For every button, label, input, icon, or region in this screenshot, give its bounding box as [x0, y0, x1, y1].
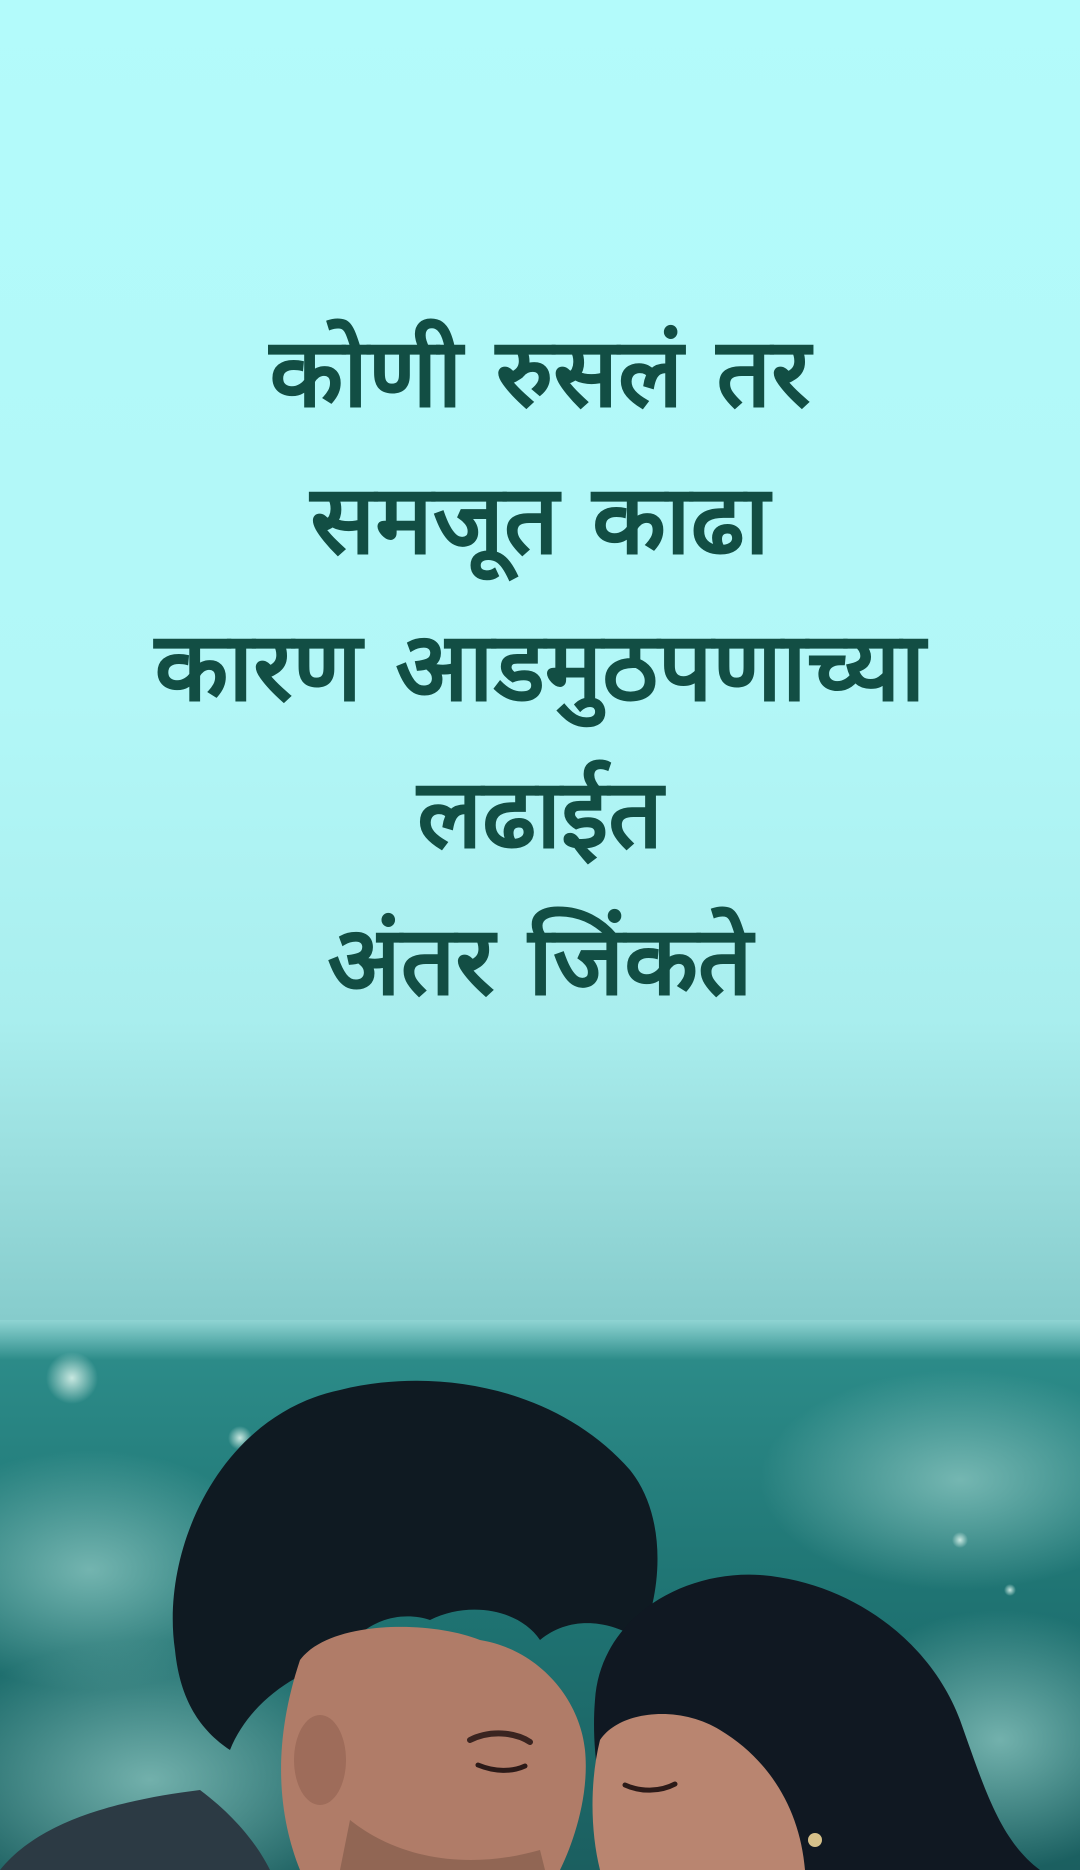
quote-line-4: लढाईत [417, 758, 663, 870]
photo-light [952, 1532, 968, 1548]
couple-photo [0, 1320, 1080, 1870]
quote-text [0, 300, 1080, 1035]
photo-light [1004, 1584, 1016, 1596]
man-ear [294, 1715, 346, 1805]
quote-line-3: कारण आडमुठपणाच्या [154, 611, 926, 723]
quote-line-2: समजूत काढा [310, 464, 770, 576]
quote-line-1: कोणी रुसलं तर [269, 317, 811, 429]
quote-line-5: अंतर जिंकते [327, 905, 753, 1017]
couple-photo-illustration [0, 1320, 1080, 1870]
woman-earring [808, 1833, 822, 1847]
